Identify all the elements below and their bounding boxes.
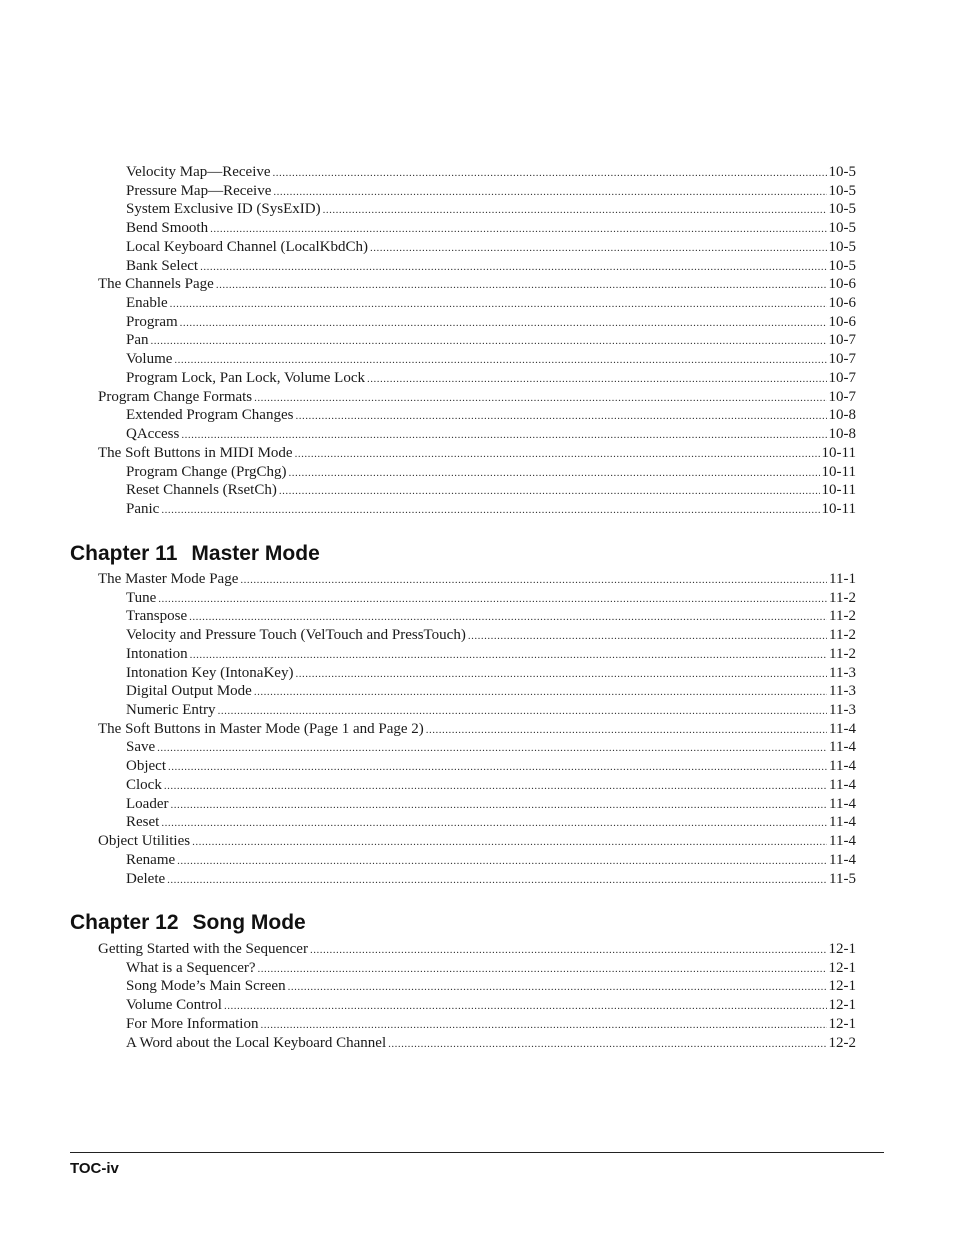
toc-entry-title: Enable [126, 295, 168, 312]
toc-entry-page: 12-1 [828, 941, 856, 957]
toc-entry[interactable] [70, 1034, 856, 1053]
toc-entry-title: A Word about the Local Keyboard Channel [126, 1034, 387, 1051]
dot-leader [170, 295, 827, 314]
dot-leader [258, 960, 827, 979]
toc-entry[interactable] [70, 776, 856, 795]
toc-entry[interactable] [70, 959, 856, 978]
toc-entry-page: 11-5 [829, 870, 856, 887]
toc-entry[interactable] [70, 500, 856, 519]
chapter-12-heading [70, 911, 306, 935]
toc-entry[interactable] [70, 275, 856, 294]
toc-entry-page: 10-5 [828, 257, 856, 274]
toc-entry-title: Program [126, 313, 178, 330]
dot-leader [468, 627, 827, 646]
dot-leader [192, 833, 827, 852]
footer-page-label: TOC-iv [70, 1160, 119, 1177]
toc-entry-page: 11-4 [829, 776, 856, 793]
toc-entry[interactable] [70, 481, 856, 500]
toc-entry-title: For More Information [126, 1015, 259, 1032]
toc-entry-title: Digital Output Mode [126, 683, 252, 700]
dot-leader [164, 777, 827, 796]
toc-entry-title: Save [126, 739, 156, 756]
dot-leader [210, 220, 826, 239]
toc-list-chapter-10-continued [70, 163, 856, 519]
dot-leader [161, 814, 827, 833]
toc-entry-title: Program Change Formats [98, 388, 253, 405]
toc-entry[interactable] [70, 738, 856, 757]
toc-entry-title: Getting Started with the Sequencer [98, 941, 308, 957]
toc-entry[interactable] [70, 720, 856, 739]
toc-entry-page: 11-4 [829, 739, 856, 756]
toc-entry[interactable] [70, 851, 856, 870]
dot-leader [177, 852, 827, 871]
toc-entry-title: Velocity Map—Receive [126, 164, 271, 180]
toc-entry[interactable] [70, 257, 856, 276]
chapter-title: Master Mode [191, 542, 320, 565]
toc-entry[interactable] [70, 589, 856, 608]
toc-entry-title: Bend Smooth [126, 220, 209, 237]
toc-entry[interactable] [70, 977, 856, 996]
toc-entry-page: 11-2 [829, 627, 856, 644]
toc-entry-page: 10-7 [828, 351, 856, 368]
toc-entry-title: Intonation [126, 645, 188, 662]
toc-entry-page: 10-6 [828, 276, 856, 293]
toc-entry-title: Panic [126, 500, 160, 517]
toc-entry[interactable] [70, 682, 856, 701]
dot-leader [260, 1016, 826, 1035]
toc-entry-title: Song Mode’s Main Screen [126, 978, 286, 995]
toc-entry-page: 11-3 [829, 664, 856, 681]
toc-entry-page: 12-1 [828, 997, 856, 1014]
toc-entry[interactable] [70, 444, 856, 463]
toc-entry[interactable] [70, 425, 856, 444]
toc-entry-page: 10-8 [828, 426, 856, 443]
dot-leader [295, 407, 826, 426]
toc-entry-page: 11-3 [829, 683, 856, 700]
toc-entry[interactable] [70, 331, 856, 350]
toc-entry[interactable] [70, 757, 856, 776]
toc-entry-title: Volume [126, 351, 173, 368]
dot-leader [180, 314, 827, 333]
toc-entry[interactable] [70, 664, 856, 683]
toc-entry-title: Object Utilities [98, 833, 191, 850]
toc-entry-page: 11-2 [829, 645, 856, 662]
toc-entry[interactable] [70, 350, 856, 369]
toc-entry-title: QAccess [126, 426, 180, 443]
toc-entry-title: Intonation Key (IntonaKey) [126, 664, 294, 681]
toc-entry-title: Transpose [126, 608, 188, 625]
toc-entry-page: 10-7 [828, 388, 856, 405]
dot-leader [200, 258, 826, 277]
toc-entry[interactable] [70, 645, 856, 664]
toc-entry-page: 10-6 [828, 295, 856, 312]
dot-leader [174, 351, 826, 370]
toc-entry-title: Pan [126, 332, 149, 349]
toc-entry-title: Reset [126, 814, 160, 831]
toc-entry-page: 11-2 [829, 589, 856, 606]
toc-entry[interactable] [70, 406, 856, 425]
toc-entry-page: 11-3 [829, 702, 856, 719]
dot-leader [240, 571, 827, 590]
dot-leader [426, 721, 827, 740]
toc-entry-page: 10-6 [828, 313, 856, 330]
toc-entry[interactable] [70, 832, 856, 851]
toc-entry-page: 12-1 [828, 978, 856, 995]
toc-entry[interactable] [70, 182, 856, 201]
toc-entry-page: 11-4 [829, 814, 856, 831]
toc-entry-title: Numeric Entry [126, 702, 216, 719]
dot-leader [161, 501, 819, 520]
toc-entry-title: Reset Channels (RsetCh) [126, 482, 277, 499]
chapter-number: Chapter 11 [70, 542, 178, 565]
toc-entry-page: 12-2 [828, 1034, 856, 1051]
dot-leader [288, 978, 827, 997]
toc-entry-title: Program Lock, Pan Lock, Volume Lock [126, 369, 365, 386]
toc-entry[interactable] [70, 940, 856, 959]
dot-leader [367, 370, 827, 389]
toc-entry-title: Object [126, 758, 166, 775]
toc-entry[interactable] [70, 607, 856, 626]
toc-entry-title: Extended Program Changes [126, 407, 294, 424]
toc-entry-title: Clock [126, 776, 162, 793]
toc-entry-page: 10-11 [821, 500, 856, 517]
dot-leader [370, 239, 827, 258]
toc-entry-page: 10-5 [828, 182, 856, 199]
toc-entry-title: The Soft Buttons in Master Mode (Page 1 and Page 2) [98, 720, 424, 737]
toc-entry[interactable] [70, 294, 856, 313]
toc-entry-title: Volume Control [126, 997, 222, 1014]
dot-leader [295, 445, 820, 464]
toc-entry[interactable] [70, 701, 856, 720]
footer-rule [70, 1152, 884, 1153]
toc-entry-title: Velocity and Pressure Touch (VelTouch and PressTouch) [126, 627, 466, 644]
toc-entry-title: Bank Select [126, 257, 199, 274]
toc-entry[interactable] [70, 870, 856, 889]
toc-entry-page: 10-7 [828, 369, 856, 386]
dot-leader [181, 426, 826, 445]
toc-entry[interactable] [70, 996, 856, 1015]
dot-leader [216, 276, 827, 295]
chapter-number: Chapter 12 [70, 911, 179, 934]
dot-leader [273, 164, 827, 183]
toc-entry-title: Delete [126, 870, 166, 887]
dot-leader [218, 702, 827, 721]
toc-entry-page: 12-1 [828, 959, 856, 976]
toc-entry-page: 10-5 [828, 238, 856, 255]
dot-leader [254, 389, 826, 408]
dot-leader [273, 183, 826, 202]
toc-entry-page: 10-5 [828, 201, 856, 218]
toc-entry-title: Loader [126, 795, 169, 812]
dot-leader [254, 683, 827, 702]
toc-entry-page: 11-4 [829, 851, 856, 868]
toc-entry-page: 11-4 [829, 795, 856, 812]
toc-entry[interactable] [70, 570, 856, 589]
dot-leader [189, 608, 827, 627]
dot-leader [279, 482, 820, 501]
chapter-title: Song Mode [192, 911, 306, 934]
toc-entry-page: 11-2 [829, 608, 856, 625]
dot-leader [224, 997, 827, 1016]
chapter-11-heading [70, 542, 320, 566]
toc-entry-title: The Channels Page [98, 276, 214, 293]
dot-leader [388, 1035, 826, 1054]
toc-entry[interactable] [70, 163, 856, 182]
toc-entry-page: 10-8 [828, 407, 856, 424]
toc-entry-page: 11-4 [829, 833, 856, 850]
toc-entry-page: 10-11 [821, 444, 856, 461]
toc-entry[interactable] [70, 626, 856, 645]
toc-entry-title: Program Change (PrgChg) [126, 463, 287, 480]
dot-leader [323, 201, 827, 220]
toc-entry-page: 10-11 [821, 482, 856, 499]
toc-list-chapter-12 [70, 940, 856, 1052]
toc-entry-page: 11-1 [829, 571, 856, 587]
toc-entry-page: 10-11 [821, 463, 856, 480]
dot-leader [310, 941, 827, 960]
toc-entry-page: 10-5 [828, 220, 856, 237]
toc-entry-title: The Master Mode Page [98, 571, 239, 587]
toc-entry-title: What is a Sequencer? [126, 959, 256, 976]
toc-entry-title: Tune [126, 589, 157, 606]
dot-leader [151, 332, 827, 351]
toc-list-chapter-11 [70, 570, 856, 888]
toc-entry[interactable] [70, 369, 856, 388]
toc-entry-page: 11-4 [829, 758, 856, 775]
dot-leader [289, 464, 820, 483]
dot-leader [170, 796, 827, 815]
toc-entry[interactable] [70, 219, 856, 238]
toc-entry[interactable] [70, 1015, 856, 1034]
toc-entry[interactable] [70, 795, 856, 814]
toc-entry-page: 12-1 [828, 1015, 856, 1032]
toc-entry[interactable] [70, 313, 856, 332]
toc-entry[interactable] [70, 463, 856, 482]
toc-entry-title: Rename [126, 851, 176, 868]
toc-entry-page: 11-4 [829, 720, 856, 737]
toc-entry-title: Local Keyboard Channel (LocalKbdCh) [126, 238, 368, 255]
toc-entry[interactable] [70, 813, 856, 832]
toc-entry[interactable] [70, 200, 856, 219]
dot-leader [157, 739, 827, 758]
dot-leader [295, 665, 827, 684]
dot-leader [158, 590, 827, 609]
toc-entry-title: System Exclusive ID (SysExID) [126, 201, 321, 218]
toc-entry[interactable] [70, 238, 856, 257]
toc-entry-page: 10-7 [828, 332, 856, 349]
toc-entry[interactable] [70, 388, 856, 407]
toc-entry-title: Pressure Map—Receive [126, 182, 272, 199]
toc-entry-page: 10-5 [828, 164, 856, 180]
toc-entry-title: The Soft Buttons in MIDI Mode [98, 444, 293, 461]
dot-leader [190, 646, 827, 665]
dot-leader [168, 758, 827, 777]
dot-leader [167, 871, 827, 890]
